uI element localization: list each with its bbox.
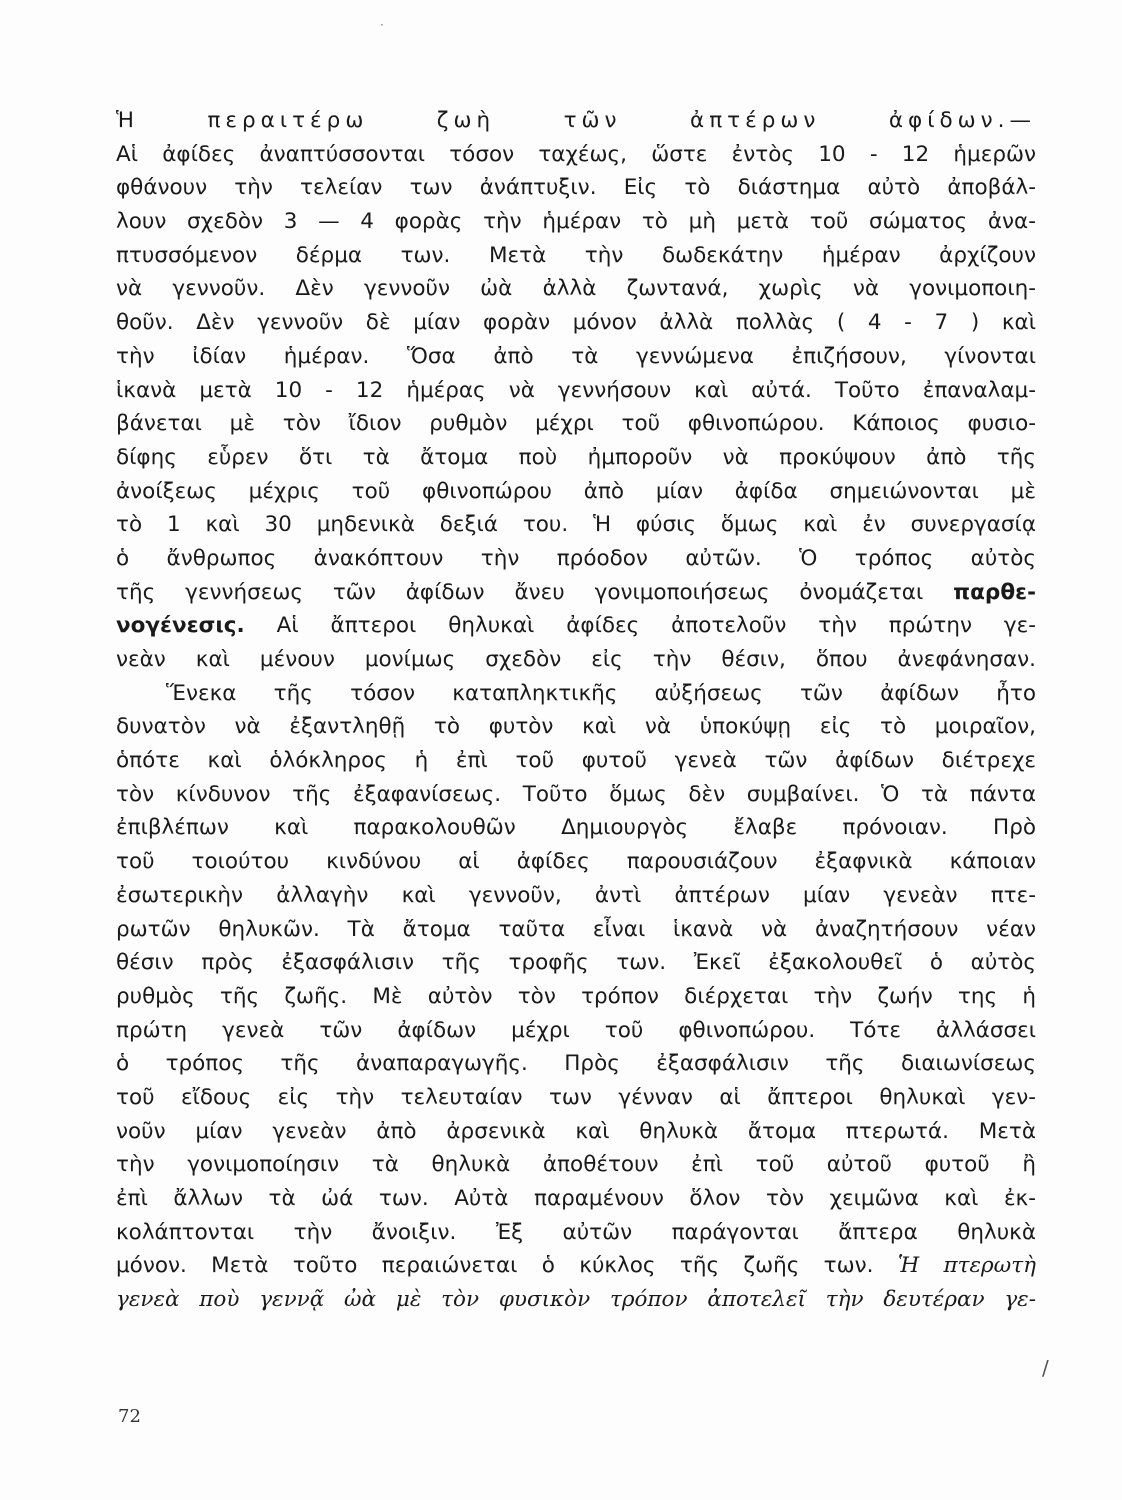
text-line <box>116 272 1036 306</box>
text-run: ρωτῶν θηλυκῶν. Τὰ ἄτομα ταῦτα εἶναι ἱκανὰ νὰ ἀναζητήσουν νέαν <box>116 916 1036 942</box>
italic-text: Ἡ πτερωτὴ <box>897 1253 1036 1279</box>
body-text <box>116 104 1036 1317</box>
text-line <box>116 407 1036 441</box>
text-run: νὰ γεννοῦν. Δὲν γεννοῦν ὠὰ ἀλλὰ ζωντανά, χωρὶς νὰ γονιμοποιη- <box>116 276 1036 302</box>
text-line <box>116 845 1036 879</box>
text-run: βάνεται μὲ τὸν ἴδιον ρυθμὸν μέχρι τοῦ φθινοπώρου. Κάποιος φυσιο- <box>116 411 1036 437</box>
text-line <box>116 205 1036 239</box>
text-line <box>116 778 1036 812</box>
text-run: τὴν ἰδίαν ἡμέραν. Ὅσα ἀπὸ τὰ γεννώμενα ἐπιζήσουν, γίνονται <box>116 343 1036 369</box>
text-run: δίφης εὗρεν ὅτι τὰ ἄτομα ποὺ ἠμποροῦν νὰ προκύψουν ἀπὸ τῆς <box>116 444 1036 470</box>
text-run: νεὰν καὶ μένουν μονίμως σχεδὸν εἰς τὴν θέσιν, ὅπου ἀνεφάνησαν. <box>116 647 1036 672</box>
text-line <box>116 677 1036 711</box>
text-line <box>116 946 1036 980</box>
text-run: Αἱ ἄπτεροι θηλυκαὶ ἀφίδες ἀποτελοῦν τὴν πρώτην γε- <box>244 613 1036 639</box>
text-line <box>116 710 1036 744</box>
text-line <box>116 138 1036 172</box>
text-line <box>116 306 1036 340</box>
text-run: τὴν γονιμοποίησιν τὰ θηλυκὰ ἀποθέτουν ἐπὶ τοῦ αὐτοῦ φυτοῦ ἢ <box>116 1152 1036 1178</box>
text-line <box>116 913 1036 947</box>
text-run: ἐπιβλέπων καὶ παρακολουθῶν Δημιουργὸς ἔλαβε πρόνοιαν. Πρὸ <box>116 815 1036 841</box>
text-run: θέσιν πρὸς ἐξασφάλισιν τῆς τροφῆς των. Ἐκεῖ ἐξακολουθεῖ ὁ αὐτὸς <box>116 950 1036 976</box>
text-run: ρυθμὸς τῆς ζωῆς. Μὲ αὐτὸν τὸν τρόπον διέρχεται τὴν ζωήν της ἡ <box>116 983 1036 1009</box>
text-line <box>116 508 1036 542</box>
bold-term: νογένεσις. <box>116 613 245 639</box>
text-run: τὸν κίνδυνον τῆς ἐξαφανίσεως. Τοῦτο ὅμως δὲν συμβαίνει. Ὁ τὰ πάντα <box>116 781 1036 807</box>
text-run: πρώτη γενεὰ τῶν ἀφίδων μέχρι τοῦ φθινοπώρου. Τότε ἀλλάσσει <box>116 1017 1036 1043</box>
text-line <box>116 441 1036 475</box>
italic-text: γενεὰ ποὺ γεννᾷ ὠὰ μὲ τὸν φυσικὸν τρόπον ἀποτελεῖ τὴν δευτέραν γε- <box>116 1287 1036 1313</box>
text-line <box>116 1148 1036 1182</box>
text-line <box>116 744 1036 778</box>
page-number: 72 <box>118 1406 141 1427</box>
text-line <box>116 643 1036 677</box>
text-run: κολάπτονται τὴν ἄνοιξιν. Ἐξ αὐτῶν παράγονται ἄπτερα θηλυκὰ <box>116 1219 1036 1245</box>
text-line <box>116 576 1036 610</box>
text-run: νοῦν μίαν γενεὰν ἀπὸ ἀρσενικὰ καὶ θηλυκὰ ἄτομα πτερωτά. Μετὰ <box>116 1118 1036 1144</box>
text-run: τοῦ τοιούτου κινδύνου αἱ ἀφίδες παρουσιάζουν ἐξαφνικὰ κάποιαν <box>116 849 1036 875</box>
top-dot-mark: · <box>380 18 384 32</box>
text-line <box>116 542 1036 576</box>
text-run: ὁ ἄνθρωπος ἀνακόπτουν τὴν πρόοδον αὐτῶν. Ὁ τρόπος αὐτὸς <box>116 545 1036 571</box>
text-run: ἐπὶ ἄλλων τὰ ὠά των. Αὐτὰ παραμένουν ὅλον τὸν χειμῶνα καὶ ἐκ- <box>116 1186 1036 1211</box>
text-run: ὁ τρόπος τῆς ἀναπαραγωγῆς. Πρὸς ἐξασφάλισιν τῆς διαιωνίσεως <box>116 1051 1036 1077</box>
text-line <box>116 171 1036 205</box>
text-run: πτυσσόμενον δέρμα των. Μετὰ τὴν δωδεκάτην ἡμέραν ἀρχίζουν <box>116 242 1036 268</box>
text-run: φθάνουν τὴν τελείαν των ἀνάπτυξιν. Εἰς τὸ διάστημα αὐτὸ ἀποβάλ- <box>116 175 1036 201</box>
text-run: δυνατὸν νὰ ἐξαντληθῇ τὸ φυτὸν καὶ νὰ ὑποκύψῃ εἰς τὸ μοιραῖον, <box>116 714 1036 740</box>
text-run: ἐσωτερικὴν ἀλλαγὴν καὶ γεννοῦν, ἀντὶ ἀπτέρων μίαν γενεὰν πτε- <box>116 882 1036 908</box>
text-run: ἀνοίξεως μέχρις τοῦ φθινοπώρου ἀπὸ μίαν ἀφίδα σημειώνονται μὲ <box>116 478 1036 504</box>
text-line <box>116 374 1036 408</box>
text-run: θοῦν. Δὲν γεννοῦν δὲ μίαν φορὰν μόνον ἀλλὰ πολλὰς ( 4 - 7 ) καὶ <box>116 310 1036 336</box>
text-run: Ἕνεκα τῆς τόσον καταπληκτικῆς αὐξήσεως τῶν ἀφίδων ἦτο <box>166 680 1036 706</box>
text-line <box>116 1115 1036 1149</box>
text-line <box>116 879 1036 913</box>
text-run: Αἱ ἀφίδες ἀναπτύσσονται τόσον ταχέως, ὥστε ἐντὸς 10 - 12 ἡμερῶν <box>116 141 1036 167</box>
text-run: τῆς γεννήσεως τῶν ἀφίδων ἄνευ γονιμοποιήσεως ὀνομάζεται <box>116 579 954 605</box>
text-line <box>116 340 1036 374</box>
text-line <box>116 239 1036 273</box>
margin-mark: / <box>1042 1356 1049 1380</box>
text-run: τὸ 1 καὶ 30 μηδενικὰ δεξιά του. Ἡ φύσις ὅμως καὶ ἐν συνεργασίᾳ <box>116 512 1036 538</box>
text-line <box>116 1047 1036 1081</box>
text-line <box>116 475 1036 509</box>
text-line <box>116 811 1036 845</box>
text-run: τοῦ εἴδους εἰς τὴν τελευταίαν των γένναν αἱ ἄπτεροι θηλυκαὶ γεν- <box>116 1084 1036 1110</box>
text-line <box>116 980 1036 1014</box>
text-run: ἱκανὰ μετὰ 10 - 12 ἡμέρας νὰ γεννήσουν καὶ αὐτά. Τοῦτο ἐπαναλαμ- <box>116 377 1036 403</box>
text-line <box>116 609 1036 643</box>
text-line <box>116 1249 1036 1283</box>
text-run: λουν σχεδὸν 3 — 4 φορὰς τὴν ἡμέραν τὸ μὴ μετὰ τοῦ σώματος ἀνα- <box>116 209 1036 235</box>
text-run: μόνον. Μετὰ τοῦτο περαιώνεται ὁ κύκλος τῆς ζωῆς των. <box>116 1253 898 1279</box>
text-line <box>116 1182 1036 1216</box>
text-line <box>116 1081 1036 1115</box>
bold-term: παρθε- <box>953 579 1036 605</box>
text-line <box>116 1014 1036 1048</box>
section-heading: Ἡ περαιτέρω ζωὴ τῶν ἀπτέρων ἀφίδων.— <box>116 108 1036 133</box>
text-line <box>116 1216 1036 1250</box>
text-line <box>116 104 1036 138</box>
text-run: ὁπότε καὶ ὁλόκληρος ἡ ἐπὶ τοῦ φυτοῦ γενεὰ τῶν ἀφίδων διέτρεχε <box>116 748 1036 774</box>
text-line <box>116 1283 1036 1317</box>
